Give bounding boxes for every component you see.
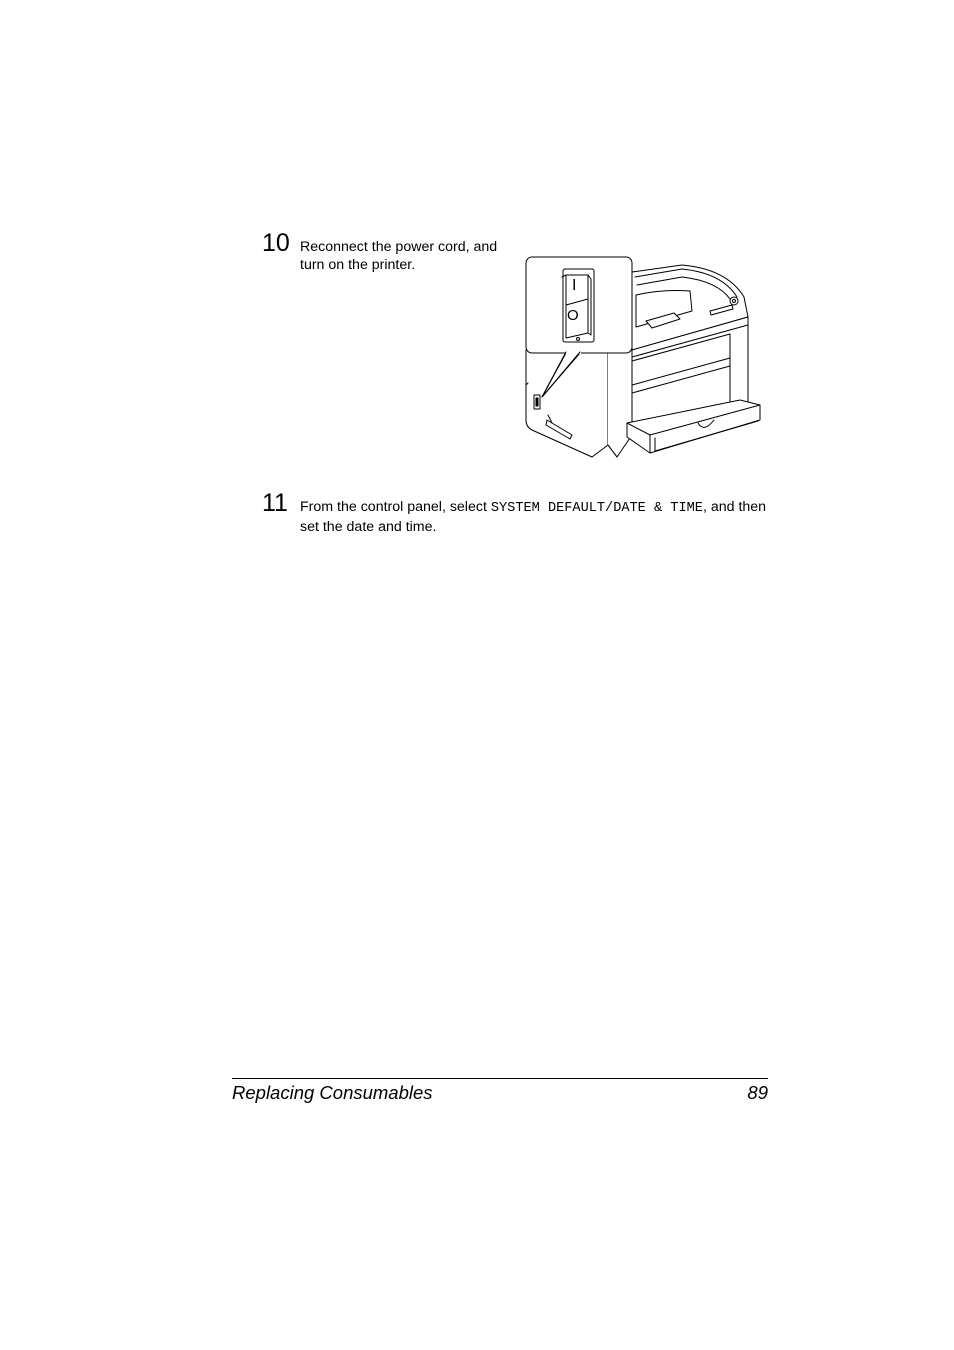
printer-power-switch-illustration: [522, 255, 764, 460]
step-text-after: , and then set the date and time.: [300, 499, 767, 535]
step-text-before: From the control panel, select: [300, 499, 491, 515]
step-number: 11: [262, 489, 288, 517]
switch-off-symbol: O: [567, 307, 579, 324]
footer-rule: [232, 1078, 768, 1079]
menu-path-code: SYSTEM DEFAULT/DATE & TIME: [490, 501, 703, 516]
switch-on-symbol: I: [572, 277, 577, 294]
footer-page-number: 89: [747, 1082, 768, 1103]
footer-section-title: Replacing Consumables: [232, 1082, 433, 1103]
step-text: Reconnect the power cord, and turn on the printer.: [300, 239, 498, 273]
step-number: 10: [262, 229, 290, 257]
step-text: [300, 498, 770, 536]
